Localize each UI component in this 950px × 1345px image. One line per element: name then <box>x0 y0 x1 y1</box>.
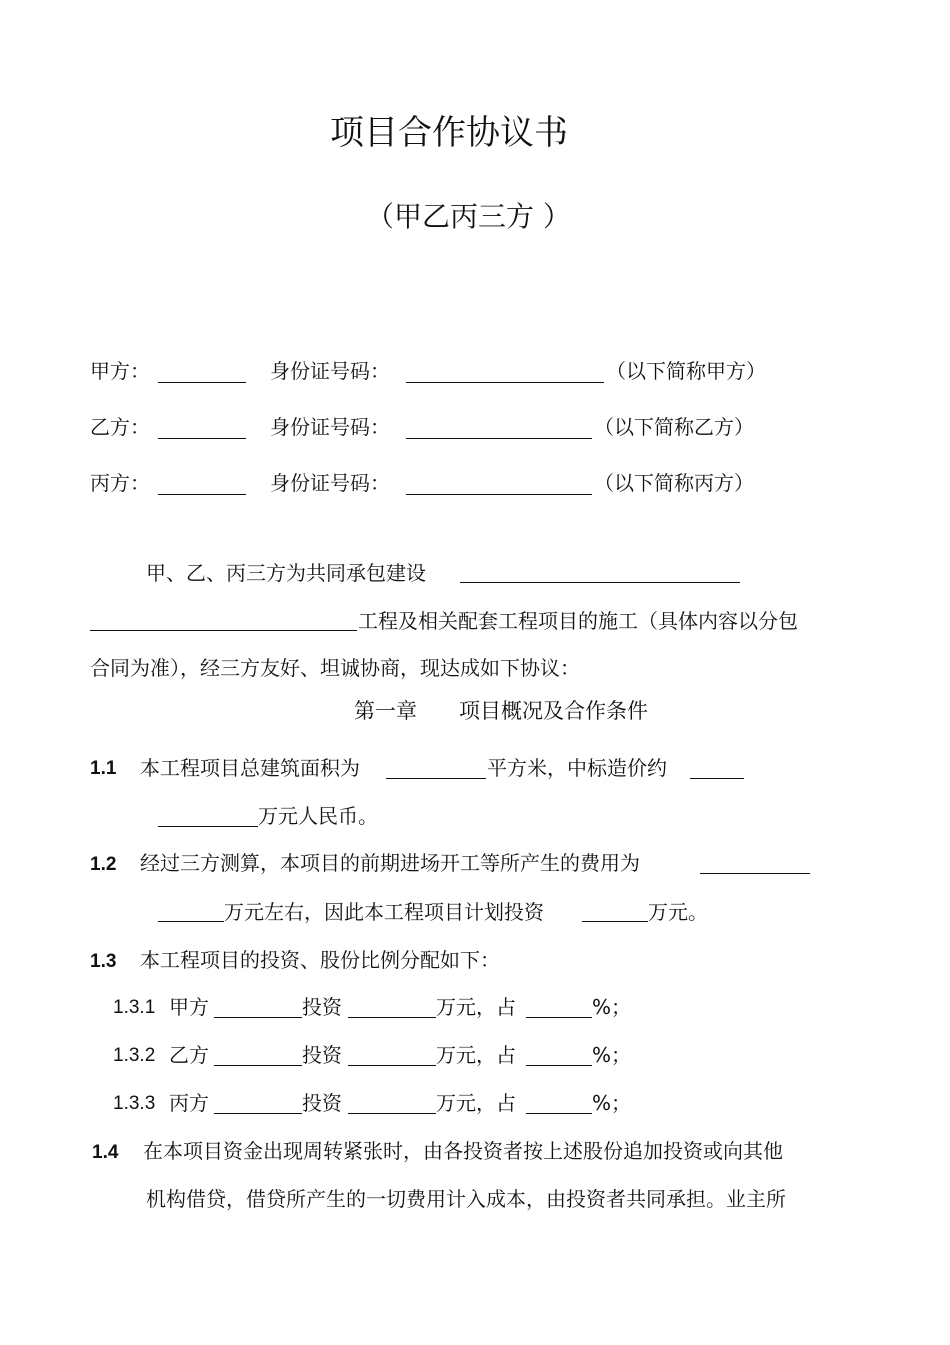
item-1-3-2-number: 1.3.2 <box>113 1045 156 1066</box>
intro-line-2: 工程及相关配套工程项目的施工（具体内容以分包 <box>358 609 798 633</box>
item-1-3-1-amount-blank <box>348 1017 436 1018</box>
item-1-3-2-percent-blank <box>526 1065 592 1066</box>
party-b-id-label: 身份证号码： <box>270 415 390 439</box>
party-b-label: 乙方： <box>90 415 150 439</box>
item-1-3-2-percent: %； <box>592 1043 632 1067</box>
item-1-3-3-percent-blank <box>526 1113 592 1114</box>
item-1-3-2-party: 乙方 <box>169 1043 209 1067</box>
startup-cost-blank-2 <box>158 921 224 922</box>
intro-line-3: 合同为准），经三方友好、坦诚协商，现达成如下协议： <box>90 656 580 680</box>
item-1-3-1-party: 甲方 <box>169 995 209 1019</box>
item-1-3-2-unit: 万元，占 <box>436 1043 516 1067</box>
item-1-3-2-amount-blank <box>348 1065 436 1066</box>
party-c-name-blank <box>158 494 246 495</box>
bid-price-blank-2 <box>158 826 258 827</box>
party-b-name-blank <box>158 438 246 439</box>
document-subtitle: （甲乙丙三方 ） <box>366 200 571 233</box>
project-name-blank-1 <box>460 582 740 583</box>
party-c-id-blank <box>406 494 592 495</box>
clause-1-3-text: 本工程项目的投资、股份比例分配如下： <box>140 948 500 972</box>
item-1-3-1-number: 1.3.1 <box>113 997 156 1018</box>
intro-line-1: 甲、乙、丙三方为共同承包建设 <box>146 561 426 585</box>
party-a-id-blank <box>406 382 604 383</box>
party-a-id-label: 身份证号码： <box>270 359 390 383</box>
party-b-id-blank <box>406 438 592 439</box>
planned-investment-blank <box>582 921 648 922</box>
party-c-label: 丙方： <box>90 471 150 495</box>
item-1-3-1-invest: 投资 <box>302 995 342 1019</box>
item-1-3-1-name-blank <box>214 1017 302 1018</box>
party-a-label: 甲方： <box>90 359 150 383</box>
bid-price-blank-1 <box>690 778 744 779</box>
clause-1-2-text-a: 经过三方测算，本项目的前期进场开工等所产生的费用为 <box>140 851 640 875</box>
party-a-note: （以下简称甲方） <box>606 359 766 383</box>
item-1-3-3-unit: 万元，占 <box>436 1091 516 1115</box>
party-a-name-blank <box>158 382 246 383</box>
clause-1-3-number: 1.3 <box>90 951 117 972</box>
item-1-3-3-name-blank <box>214 1113 302 1114</box>
chapter-heading: 第一章 项目概况及合作条件 <box>354 699 648 723</box>
item-1-3-3-percent: %； <box>592 1091 632 1115</box>
clause-1-2-text-c: 万元。 <box>648 900 708 924</box>
clause-1-4-line-1: 在本项目资金出现周转紧张时，由各投资者按上述股份追加投资或向其他 <box>143 1139 783 1163</box>
party-c-id-label: 身份证号码： <box>270 471 390 495</box>
area-blank <box>386 778 486 779</box>
clause-1-1-text-c: 万元人民币。 <box>258 804 378 828</box>
party-b-note: （以下简称乙方） <box>594 415 754 439</box>
item-1-3-1-percent: %； <box>592 995 632 1019</box>
clause-1-4-number: 1.4 <box>92 1142 119 1163</box>
clause-1-1-text-a: 本工程项目总建筑面积为 <box>140 756 360 780</box>
item-1-3-3-number: 1.3.3 <box>113 1093 156 1114</box>
item-1-3-2-invest: 投资 <box>302 1043 342 1067</box>
clause-1-1-text-b: 平方米，中标造价约 <box>487 756 667 780</box>
clause-1-2-text-b: 万元左右，因此本工程项目计划投资 <box>224 900 544 924</box>
clause-1-4-line-2: 机构借贷，借贷所产生的一切费用计入成本，由投资者共同承担。业主所 <box>146 1187 786 1211</box>
startup-cost-blank-1 <box>700 873 810 874</box>
item-1-3-1-unit: 万元，占 <box>436 995 516 1019</box>
item-1-3-3-amount-blank <box>348 1113 436 1114</box>
item-1-3-3-invest: 投资 <box>302 1091 342 1115</box>
item-1-3-1-percent-blank <box>526 1017 592 1018</box>
project-name-blank-2 <box>90 630 357 631</box>
document-title: 项目合作协议书 <box>330 113 568 153</box>
item-1-3-2-name-blank <box>214 1065 302 1066</box>
item-1-3-3-party: 丙方 <box>169 1091 209 1115</box>
clause-1-2-number: 1.2 <box>90 854 117 875</box>
clause-1-1-number: 1.1 <box>90 758 117 779</box>
party-c-note: （以下简称丙方） <box>594 471 754 495</box>
